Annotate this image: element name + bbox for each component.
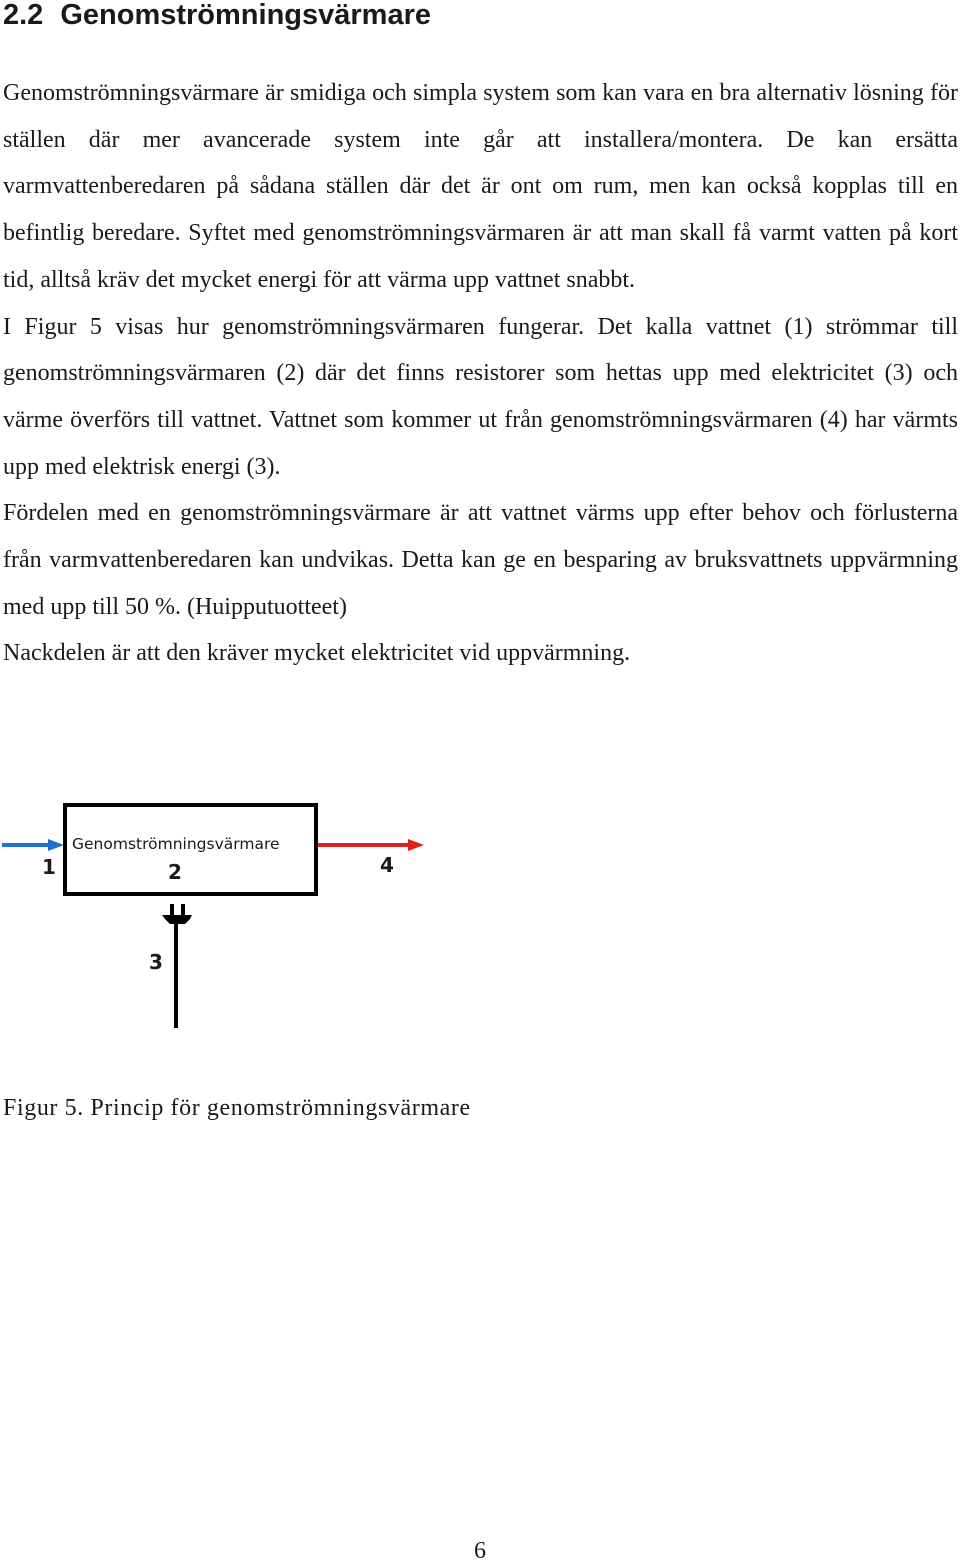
power-plug-icon <box>162 904 192 924</box>
paragraph: Fördelen med en genomströmningsvärmare är att vattnet värms upp efter behov och förlusterna från varmvattenberedaren kan undvikas. Detta kan ge en besparing av bruksvattnets uppvärmning med upp till 50 %. (Huipputuotteet) <box>3 500 958 620</box>
figure-caption: Figur 5. Princip för genomströmningsvärmare <box>3 1095 471 1121</box>
section-number: 2.2 <box>3 0 44 31</box>
heater-box-label: Genomströmningsvärmare <box>72 835 280 853</box>
inlet-number-label: 1 <box>42 855 56 879</box>
cold-water-arrowhead <box>48 839 64 851</box>
section-body <box>3 70 958 677</box>
section-heading <box>3 0 431 33</box>
power-number-label: 3 <box>149 950 163 974</box>
hot-water-arrowhead <box>408 839 424 851</box>
paragraph: Nackdelen är att den kräver mycket elektricitet vid uppvärmning. <box>3 640 631 667</box>
paragraph: Genomströmningsvärmare är smidiga och simpla system som kan vara en bra alternativ lösning för ställen där mer avancerade system inte går att installera/montera. De kan ersätta varmvattenberedaren på sådana ställen där det är ont om rum, men kan också kopplas till en befintlig beredare. Syftet med genomströmningsvärmaren är att man skall få varmt vatten på kort tid, alltså kräv det mycket energi för att värma upp vattnet snabbt. <box>3 80 958 293</box>
outlet-number-label: 4 <box>380 853 394 877</box>
flow-heater-diagram <box>0 790 440 1040</box>
page-number: 6 <box>474 1538 486 1564</box>
unit-number-label: 2 <box>168 860 182 884</box>
paragraph: I Figur 5 visas hur genomströmningsvärmaren fungerar. Det kalla vattnet (1) strömmar till genomströmningsvärmaren (2) där det finns resistorer som hettas upp med elektricitet (3) och värme överförs till vattnet. Vattnet som kommer ut från genomströmningsvärmaren (4) har värmts upp med elektrisk energi (3). <box>3 313 958 480</box>
section-title: Genomströmningsvärmare <box>60 0 431 31</box>
